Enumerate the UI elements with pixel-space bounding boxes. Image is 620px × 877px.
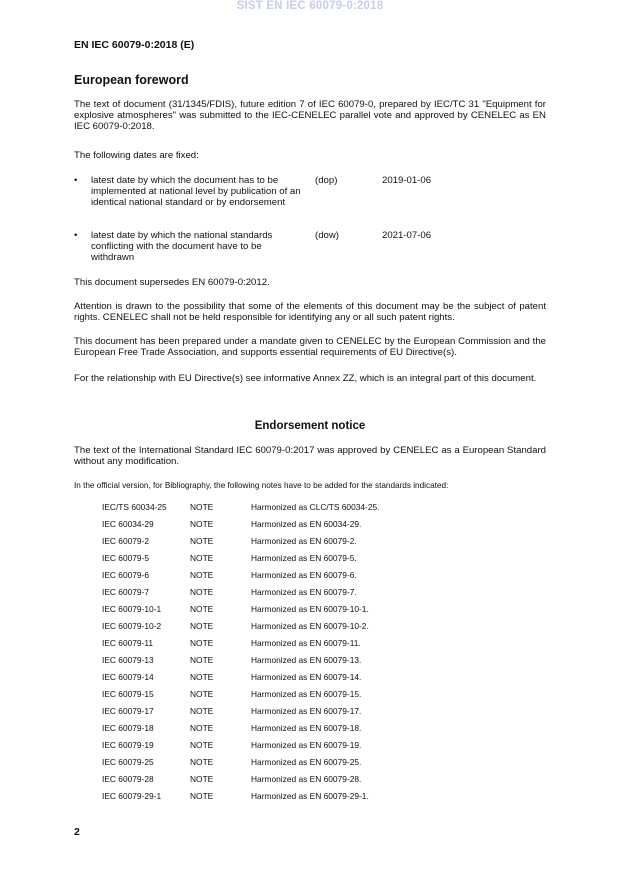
note-label: NOTE — [190, 638, 214, 648]
note-standard: IEC 60079-7 — [102, 587, 150, 597]
note-label: NOTE — [190, 621, 214, 631]
note-standard: IEC 60079-28 — [102, 774, 154, 784]
note-label: NOTE — [190, 519, 214, 529]
note-standard: IEC/TS 60034-25 — [102, 502, 167, 512]
watermark: SIST EN IEC 60079-0:2018 — [236, 0, 384, 12]
note-text: Harmonized as EN 60079-19. — [251, 740, 362, 750]
foreword-paragraph-3: This document supersedes EN 60079-0:2012. — [74, 277, 270, 288]
foreword-paragraph-6: For the relationship with EU Directive(s) see informative Annex ZZ, which is an integral part of this document. — [74, 373, 537, 384]
note-label: NOTE — [190, 536, 214, 546]
note-standard: IEC 60079-10-1 — [102, 604, 162, 614]
note-label: NOTE — [190, 672, 214, 682]
note-text: Harmonized as EN 60079-17. — [251, 706, 362, 716]
bullet-marker: • — [74, 230, 78, 241]
note-text: Harmonized as EN 60079-11. — [251, 638, 361, 648]
note-label: NOTE — [190, 655, 214, 665]
note-label: NOTE — [190, 740, 214, 750]
note-standard: IEC 60079-10-2 — [102, 621, 162, 631]
foreword-paragraph-2: The following dates are fixed: — [74, 150, 199, 161]
note-text: Harmonized as EN 60079-28. — [251, 774, 362, 784]
foreword-title: European foreword — [74, 73, 189, 87]
note-text: Harmonized as CLC/TS 60034-25. — [251, 502, 380, 512]
note-standard: IEC 60079-25 — [102, 757, 154, 767]
note-standard: IEC 60079-11 — [102, 638, 154, 648]
note-standard: IEC 60079-14 — [102, 672, 154, 682]
note-standard: IEC 60079-29-1 — [102, 791, 162, 801]
note-text: Harmonized as EN 60079-25. — [251, 757, 362, 767]
note-standard: IEC 60079-17 — [102, 706, 154, 716]
note-label: NOTE — [190, 706, 214, 716]
note-label: NOTE — [190, 689, 214, 699]
date-item-date: 2021-07-06 — [382, 230, 432, 241]
page-number: 2 — [74, 826, 80, 838]
date-item-code: (dop) — [315, 175, 338, 186]
note-standard: IEC 60079-13 — [102, 655, 154, 665]
note-label: NOTE — [190, 757, 214, 767]
endorsement-paragraph-2: In the official version, for Bibliography, the following notes have to be added for the standards indicated: — [74, 481, 449, 490]
note-label: NOTE — [190, 604, 214, 614]
note-label: NOTE — [190, 587, 214, 597]
note-standard: IEC 60079-15 — [102, 689, 154, 699]
note-text: Harmonized as EN 60079-10-1. — [251, 604, 369, 614]
document-id: EN IEC 60079-0:2018 (E) — [74, 39, 195, 51]
note-text: Harmonized as EN 60079-13. — [251, 655, 362, 665]
note-text: Harmonized as EN 60079-10-2. — [251, 621, 369, 631]
date-item-text: latest date by which the document has to be implemented at national level by publication of an identical national standard or by endorsement — [91, 175, 301, 209]
note-standard: IEC 60079-18 — [102, 723, 154, 733]
foreword-paragraph-5: This document has been prepared under a mandate given to CENELEC by the European Commission and the European Free Trade Association, and supports essential requirements of EU Directive(s). — [74, 336, 546, 359]
note-standard: IEC 60079-2 — [102, 536, 150, 546]
note-text: Harmonized as EN 60079-29-1. — [251, 791, 369, 801]
date-item-date: 2019-01-06 — [382, 175, 432, 186]
note-label: NOTE — [190, 791, 214, 801]
note-standard: IEC 60079-6 — [102, 570, 150, 580]
note-text: Harmonized as EN 60079-15. — [251, 689, 362, 699]
note-text: Harmonized as EN 60079-6. — [251, 570, 357, 580]
bullet-marker: • — [74, 175, 78, 186]
foreword-paragraph-4: Attention is drawn to the possibility that some of the elements of this document may be the subject of patent rights. CENELEC shall not be held responsible for identifying any or all such patent rights. — [74, 301, 546, 324]
endorsement-paragraph-1: The text of the International Standard IEC 60079-0:2017 was approved by CENELEC as a European Standard without any modification. — [74, 445, 546, 468]
note-text: Harmonized as EN 60079-2. — [251, 536, 357, 546]
note-label: NOTE — [190, 553, 214, 563]
note-label: NOTE — [190, 502, 214, 512]
note-standard: IEC 60034-29 — [102, 519, 154, 529]
note-label: NOTE — [190, 723, 214, 733]
date-item-text: latest date by which the national standards conflicting with the document have to be withdrawn — [91, 230, 273, 264]
note-label: NOTE — [190, 570, 214, 580]
date-item-code: (dow) — [315, 230, 339, 241]
note-text: Harmonized as EN 60034-29. — [251, 519, 362, 529]
note-standard: IEC 60079-19 — [102, 740, 154, 750]
note-text: Harmonized as EN 60079-7. — [251, 587, 357, 597]
foreword-paragraph-1: The text of document (31/1345/FDIS), future edition 7 of IEC 60079-0, prepared by IEC/TC 31 "Equipment for explosive atmospheres" was submitted to the IEC-CENELEC parallel vote and approved by CENELEC as EN IEC 60079-0:2018. — [74, 99, 546, 133]
note-text: Harmonized as EN 60079-18. — [251, 723, 362, 733]
note-text: Harmonized as EN 60079-14. — [251, 672, 362, 682]
endorsement-title: Endorsement notice — [254, 420, 366, 432]
note-text: Harmonized as EN 60079-5. — [251, 553, 357, 563]
note-standard: IEC 60079-5 — [102, 553, 150, 563]
note-label: NOTE — [190, 774, 214, 784]
